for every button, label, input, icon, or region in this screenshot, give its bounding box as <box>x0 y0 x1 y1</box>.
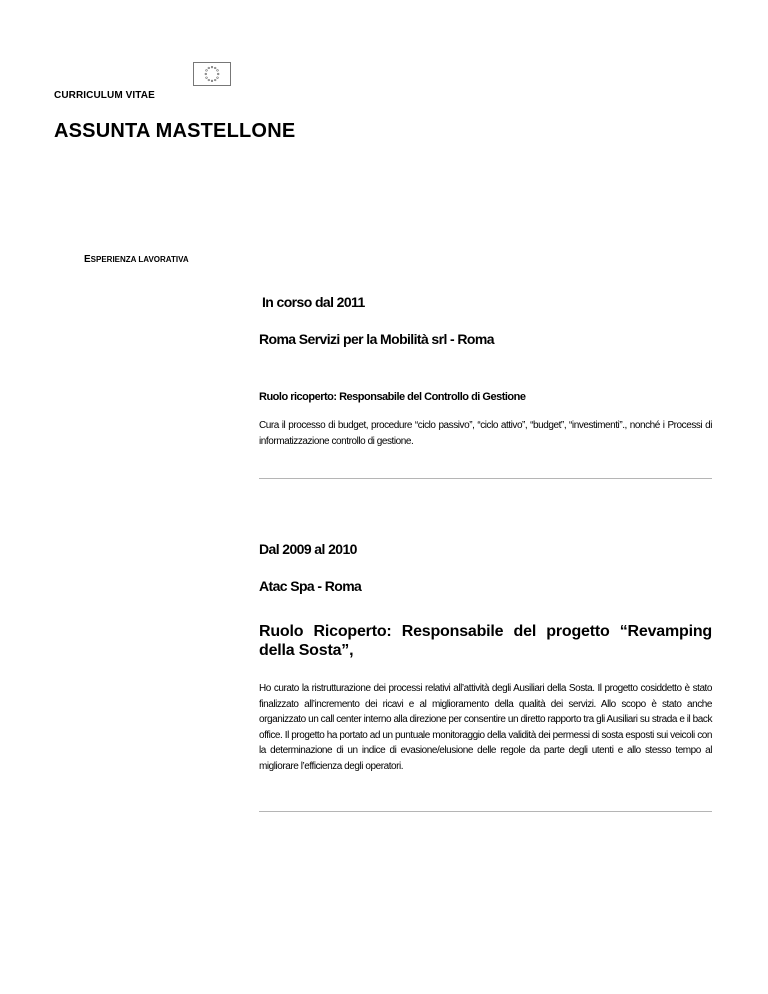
section-heading-rest: SPERIENZA LAVORATIVA <box>90 255 189 264</box>
candidate-name: ASSUNTA MASTELLONE <box>54 120 296 142</box>
experience-2-period: Dal 2009 al 2010 <box>259 541 357 557</box>
document-type-label: CURRICULUM VITAE <box>54 90 155 101</box>
experience-1-employer: Roma Servizi per la Mobilità srl - Roma <box>259 331 494 347</box>
experience-1-role: Ruolo ricoperto: Responsabile del Controllo di Gestione <box>259 391 526 403</box>
experience-2-role: Ruolo Ricoperto: Responsabile del progetto “Revamping della Sosta”, <box>259 623 712 659</box>
divider-2 <box>259 811 712 812</box>
experience-2-description: Ho curato la ristrutturazione dei processi relativi all’attività degli Ausiliari della Sosta. Il progetto cosiddetto è stato finalizzato all’incremento dei ricavi e al miglioramento della qualità dei servizi. Allo scopo è stato anche organizzato un call center interno alla direzione per consentire un diretto rapporto tra gli Ausiliari su strada e il back office. Il progetto ha portato ad un puntuale monitoraggio della validità dei permessi di sosta esposti sui veicoli con la determinazione di un indice di evasione/elusione delle regole da parte degli utenti e allo stesso tempo al migliorare l’efficienza degli operatori. <box>259 683 712 772</box>
divider-1 <box>259 478 712 479</box>
experience-1-description: Cura il processo di budget, procedure “ciclo passivo”, “ciclo attivo”, “budget”, “investimenti”., nonché i Processi di informatizzazione controllo di gestione. <box>259 420 712 447</box>
section-heading-work-experience <box>84 254 189 265</box>
experience-2-employer: Atac Spa - Roma <box>259 578 362 594</box>
experience-1-period: In corso dal 2011 <box>262 294 365 310</box>
eu-stars-icon <box>194 63 230 85</box>
eu-flag-icon <box>193 62 231 86</box>
section-heading-initial: E <box>84 254 91 265</box>
